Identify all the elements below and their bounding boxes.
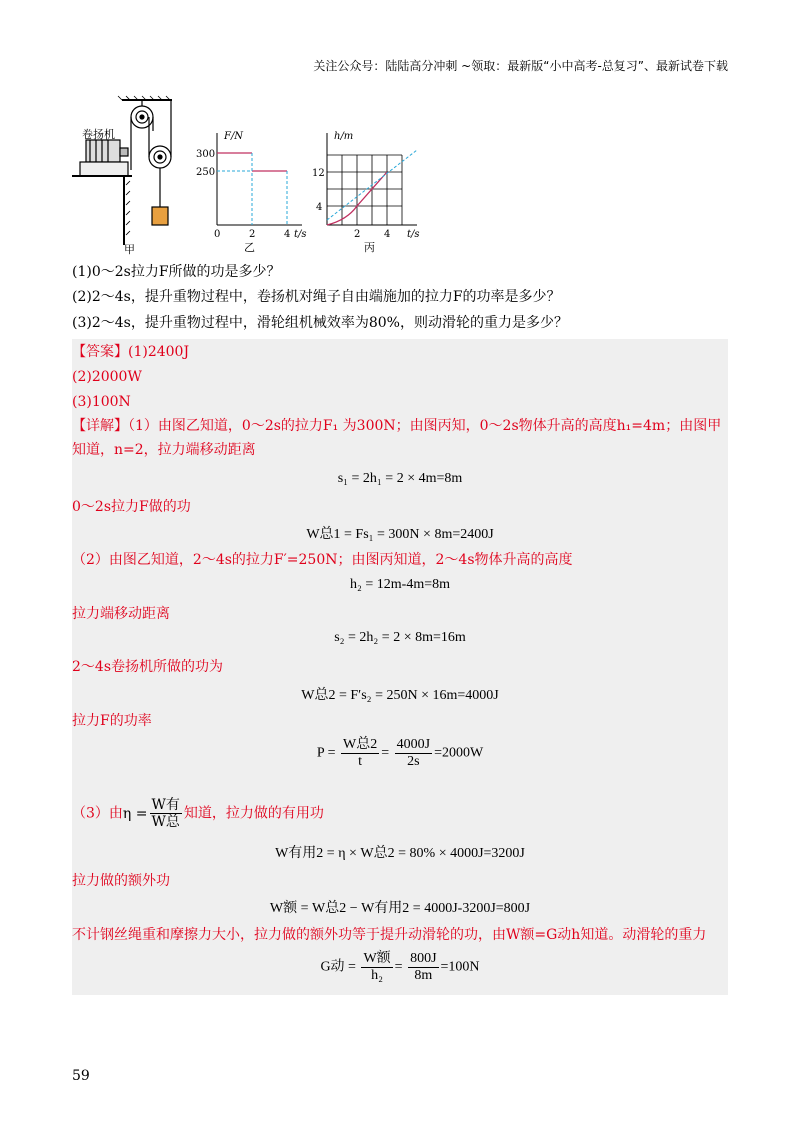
- eq6-num-2: 4000J: [396, 737, 431, 752]
- detail-line-7: [72, 797, 324, 830]
- detail-text-3: （2）由图乙知道，2～4s的拉力F′=250N；由图丙知道，2～4s物体升高的高度: [72, 552, 573, 568]
- height-xlabel: t/s: [407, 229, 420, 240]
- eta-symbol: η =: [122, 805, 148, 822]
- height-ylabel: h/m: [334, 131, 354, 142]
- answer-3: (3)100N: [72, 394, 131, 410]
- page-number: 59: [72, 1068, 90, 1084]
- force-ylabel: F/N: [224, 131, 244, 142]
- eq9-frac-2: [408, 951, 438, 984]
- eq9-frac-1: [361, 951, 392, 984]
- answer-label: 【答案】: [72, 344, 128, 360]
- height-xtick-4: 4: [384, 229, 391, 240]
- detail-text-6: 拉力F的功率: [72, 713, 152, 729]
- detail-text-8: 拉力做的额外功: [72, 873, 170, 889]
- answer-block: [72, 339, 728, 995]
- equation-3: h₂ = 12m-4m=8m: [349, 577, 450, 592]
- force-ytick-250: 250: [196, 167, 216, 178]
- eq6-frac-2: [395, 737, 432, 770]
- eq6-num-1: W总2: [342, 737, 378, 752]
- question-3: (3)2～4s，提升重物过程中，滑轮组机械效率为80%，则动滑轮的重力是多少？: [72, 315, 568, 331]
- caption-yi: 乙: [244, 241, 255, 254]
- question-1: (1)0～2s拉力F所做的功是多少？: [72, 264, 281, 280]
- detail-line-1: [72, 416, 721, 436]
- eta-formula: [122, 797, 184, 830]
- page-header: 关注公众号：陆陆高分冲刺 ~领取：最新版“小中高考-总复习”、最新试卷下载: [313, 59, 728, 73]
- equation-4: s₂ = 2h₂ = 2 × 8m=16m: [334, 630, 466, 645]
- eq9-lhs: G动 =: [320, 959, 356, 975]
- force-ytick-300: 300: [196, 149, 216, 160]
- eq9-num-1: W额: [363, 951, 391, 966]
- detail-text-2: 0～2s拉力F做的功: [72, 499, 191, 515]
- height-ytick-4: 4: [316, 202, 323, 213]
- detail-text-1: （1）由图乙知道，0～2s的拉力F₁ 为300N；由图丙知，0～2s物体升高的高度h₁=4m；由图甲: [128, 418, 722, 434]
- eq9-den-2: 8m: [414, 968, 433, 983]
- detail-text-5: 2～4s卷扬机所做的功为: [72, 659, 223, 675]
- pulley-diagram: [72, 96, 172, 245]
- equation-2: W总1 = Fs₁ = 300N × 8m=2400J: [306, 527, 494, 542]
- eq9-den-1: h₂: [371, 968, 383, 983]
- eta-den: W总: [151, 814, 180, 830]
- question-2: (2)2～4s，提升重物过程中，卷扬机对绳子自由端施加的拉力F的功率是多少？: [72, 289, 561, 305]
- equation-7: W有用2 = η × W总2 = 80% × 4000J=3200J: [275, 846, 525, 861]
- eta-frac: [150, 797, 182, 830]
- height-chart: [327, 133, 417, 225]
- eq6-lhs: P =: [316, 745, 336, 761]
- detail-text-9: 不计钢丝绳重和摩擦力大小，拉力做的额外功等于提升动滑轮的功，由W额=G动h知道。动滑轮的重力: [72, 927, 707, 943]
- caption-bing: 丙: [364, 241, 375, 254]
- eq6-den-2: 2s: [407, 754, 420, 769]
- equation-6: P = $\frac{\text{W总2}}{t}$ = $\frac{4000J}{2s}$ =2000W: [316, 737, 484, 769]
- figure-group: [72, 95, 432, 255]
- force-xtick-4: 4: [284, 229, 291, 240]
- height-ytick-12: 12: [312, 168, 325, 179]
- winch-label: 卷扬机: [82, 128, 115, 141]
- equation-8: W额 = W总2 − W有用2 = 4000J-3200J=800J: [269, 901, 531, 916]
- height-xtick-2: 2: [354, 229, 361, 240]
- answer-line-1: [72, 342, 189, 362]
- eq6-result: =2000W: [434, 745, 484, 761]
- answer-2: (2)2000W: [72, 369, 142, 385]
- equation-9: G动 = $\frac{\text{W额}}{\text{h₂}}$ = $\frac{800J}{8m}$ =100N: [320, 951, 480, 983]
- detail-text-7b: 知道，拉力做的有用功: [183, 805, 324, 822]
- equation-5: W总2 = F′s₂ = 250N × 16m=4000J: [301, 688, 499, 703]
- force-xlabel: t/s: [294, 229, 307, 240]
- force-chart: [217, 133, 302, 225]
- answer-1: (1)2400J: [128, 344, 190, 360]
- force-xtick-2: 2: [249, 229, 256, 240]
- eta-num: W有: [151, 797, 180, 813]
- eq6-den-1: t: [358, 754, 363, 769]
- detail-text-1b: 知道，n=2，拉力端移动距离: [72, 442, 256, 458]
- eq6-frac-1: [341, 737, 379, 770]
- caption-jia: 甲: [124, 243, 135, 255]
- detail-text-7a: （3）由: [72, 805, 123, 822]
- eq9-num-2: 800J: [410, 951, 437, 966]
- eq9-result: =100N: [440, 959, 480, 975]
- equation-1: s₁ = 2h₁ = 2 × 4m=8m: [337, 471, 463, 486]
- force-xtick-0: 0: [214, 229, 221, 240]
- detail-label: 【详解】: [72, 418, 128, 434]
- detail-text-4: 拉力端移动距离: [72, 606, 170, 622]
